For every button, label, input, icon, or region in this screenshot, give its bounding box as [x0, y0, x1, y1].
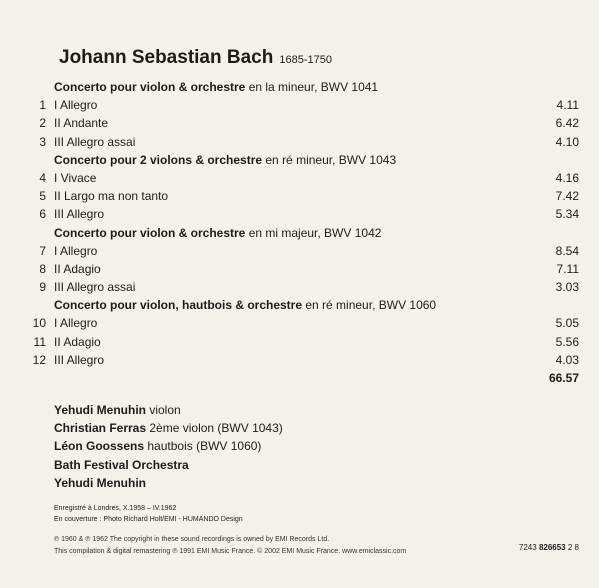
concerto-key: en ré mineur, BWV 1043: [262, 152, 397, 167]
track-row: [0, 278, 599, 296]
concerto-key: en mi majeur, BWV 1042: [245, 225, 382, 240]
total-row: [0, 369, 599, 387]
track-duration: 8.54: [555, 243, 579, 258]
concerto-heading: [0, 224, 599, 242]
track-duration: 6.42: [555, 116, 579, 131]
cover-credit: En couverture : Photo Richard Holt/EMI - HUMANDO Design: [54, 516, 243, 523]
concerto-name: Concerto pour violon, hautbois & orchestre: [54, 298, 303, 313]
performer-line: [54, 456, 283, 474]
performers-list: [54, 401, 283, 492]
performer-line: [54, 419, 283, 437]
track-title: II Largo ma non tanto: [54, 189, 169, 204]
concerto-title: [54, 78, 378, 96]
composer-name: Johann Sebastian Bach: [59, 47, 274, 68]
track-number: 2: [39, 116, 46, 131]
track-number: 5: [39, 189, 46, 204]
track-row: [0, 133, 599, 151]
track-number: 3: [39, 134, 46, 149]
track-title: I Allegro: [54, 98, 98, 113]
track-duration: 4.03: [555, 352, 579, 367]
track-row: [0, 333, 599, 351]
performer-line: [54, 437, 283, 455]
performer-line: [54, 401, 283, 419]
track-duration: 4.11: [556, 98, 579, 113]
track-title: III Allegro: [54, 352, 105, 367]
track-number: 9: [39, 280, 46, 295]
track-row: [0, 205, 599, 223]
page-title: [59, 47, 332, 69]
track-title: III Allegro assai: [54, 134, 136, 149]
recording-info: Enregistré à Londres, X.1958 – IV.1962: [54, 505, 177, 512]
track-number: 1: [39, 98, 46, 113]
track-duration: 7.42: [555, 189, 579, 204]
track-title: III Allegro assai: [54, 280, 136, 295]
track-row: [0, 96, 599, 114]
performer-name: Christian Ferras: [54, 421, 147, 436]
concerto-key: en ré mineur, BWV 1060: [302, 298, 437, 313]
copyright-notice: [54, 534, 406, 557]
track-row: [0, 187, 599, 205]
concerto-title: [54, 224, 381, 242]
concerto-title: [54, 151, 396, 169]
track-title: II Adagio: [54, 334, 101, 349]
track-number: 7: [39, 243, 46, 258]
track-number: 11: [33, 334, 46, 349]
performer-name: Bath Festival Orchestra: [54, 457, 189, 472]
track-number: 12: [32, 352, 46, 367]
copyright-line-2: This compilation & digital remastering ℗ 1991 EMI Music France. © 2002 EMI Music France. www.emiclassic.com: [54, 547, 407, 555]
track-row: [0, 169, 599, 187]
catalog-main: 826653: [538, 543, 566, 552]
total-duration: 66.57: [548, 371, 579, 385]
track-number: 6: [39, 207, 46, 222]
concerto-heading: [0, 296, 599, 314]
track-title: I Allegro: [54, 316, 98, 331]
track-duration: 5.34: [555, 207, 579, 222]
track-title: II Andante: [54, 116, 109, 131]
track-row: [0, 351, 599, 369]
concerto-name: Concerto pour violon & orchestre: [54, 80, 246, 94]
track-duration: 7.11: [556, 261, 579, 276]
track-row: [0, 260, 599, 278]
catalog-suffix: 2 8: [567, 543, 579, 552]
performer-line: [54, 474, 283, 492]
concerto-heading: [0, 151, 599, 169]
track-list: [0, 78, 599, 387]
track-duration: 3.03: [555, 280, 579, 295]
track-row: [0, 242, 599, 260]
track-title: I Vivace: [54, 170, 97, 185]
performer-role: hautbois (BWV 1060): [144, 439, 262, 454]
performer-role: violon: [146, 403, 181, 417]
track-duration: 5.56: [555, 334, 579, 349]
concerto-key: en la mineur, BWV 1041: [245, 80, 379, 94]
track-duration: 4.10: [555, 134, 579, 149]
track-number: 4: [39, 170, 46, 185]
concerto-name: Concerto pour violon & orchestre: [54, 225, 246, 240]
copyright-line-1: ℗ 1960 & ℗ 1962 The copyright in these sound recordings is owned by EMI Records Ltd.: [54, 536, 330, 543]
catalog-number: [519, 543, 579, 552]
track-number: 10: [32, 316, 46, 331]
concerto-name: Concerto pour 2 violons & orchestre: [54, 152, 263, 167]
track-title: I Allegro: [54, 243, 98, 258]
track-title: III Allegro: [54, 207, 105, 222]
track-duration: 4.16: [555, 170, 579, 185]
recording-credits: [54, 503, 243, 525]
performer-role: 2ème violon (BWV 1043): [146, 421, 283, 436]
track-number: 8: [39, 261, 46, 276]
composer-dates: 1685-1750: [279, 54, 332, 66]
track-duration: 5.05: [555, 316, 579, 331]
track-title: II Adagio: [54, 261, 101, 276]
performer-name: Yehudi Menuhin: [54, 403, 146, 417]
concerto-title: [54, 296, 436, 314]
track-row: [0, 114, 599, 132]
track-row: [0, 314, 599, 332]
concerto-heading: [0, 78, 599, 96]
performer-name: Léon Goossens: [54, 439, 145, 454]
catalog-prefix: 7243: [518, 543, 537, 552]
performer-name: Yehudi Menuhin: [54, 475, 146, 490]
